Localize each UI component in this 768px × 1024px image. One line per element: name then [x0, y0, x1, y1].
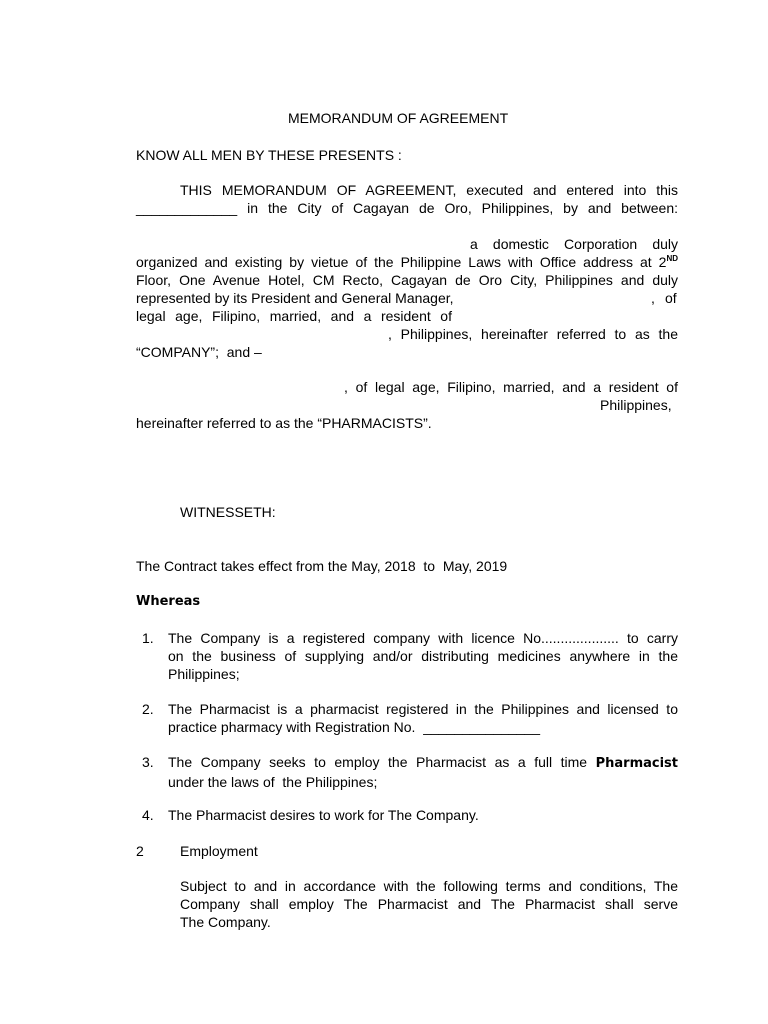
item-4-line-1: The Pharmacist desires to work for The Company.: [168, 807, 479, 823]
document-title: MEMORANDUM OF AGREEMENT: [288, 110, 509, 126]
item-3-text: [168, 753, 678, 791]
item-2-line-1: The Pharmacist is a pharmacist registered in the Philippines and licensed to: [168, 701, 678, 717]
item-2-number: 2.: [142, 701, 154, 717]
floor-superscript: ND: [666, 254, 678, 263]
company-line-3: Floor, One Avenue Hotel, CM Recto, Cagayan de Oro City, Philippines and duly: [136, 272, 678, 288]
company-line-6: , Philippines, hereinafter referred to as the: [388, 326, 678, 342]
item-3-number: 3.: [142, 754, 154, 770]
contract-effect-text: The Contract takes effect from the May, 2018 to May, 2019: [136, 558, 508, 574]
intro-lead-text: THIS MEMORANDUM OF AGREEMENT,: [180, 182, 457, 198]
company-line-1: a domestic Corporation duly: [470, 236, 678, 252]
item-1-number: 1.: [142, 630, 154, 646]
item-2-line-2: practice pharmacy with Registration No. _______________: [168, 719, 541, 735]
section-2-line-2: Company shall employ The Pharmacist and The Pharmacist shall serve: [180, 896, 678, 912]
company-line-2: [136, 253, 678, 271]
item-1-text: [168, 629, 678, 683]
item-1-line-2: on the business of supplying and/or distributing medicines anywhere in the: [168, 648, 678, 664]
section-2-heading: Employment: [180, 843, 258, 859]
section-2-number: 2: [136, 843, 144, 859]
section-2-paragraph: [180, 877, 678, 931]
item-1-line-1: The Company is a registered company with licence No.................... to carry: [168, 630, 678, 646]
witnesseth-heading: WITNESSETH:: [180, 504, 276, 520]
item-4-number: 4.: [142, 807, 154, 823]
section-2-line-1: Subject to and in accordance with the following terms and conditions, The: [180, 878, 678, 894]
know-all-heading: KNOW ALL MEN BY THESE PRESENTS :: [136, 147, 402, 163]
item-4-text: [168, 806, 678, 824]
item-3-text-plain: The Company seeks to employ the Pharmacist as a full time: [168, 754, 588, 770]
pharm-line-3: hereinafter referred to as the “PHARMACISTS”.: [136, 415, 432, 431]
company-line-4b: ,: [651, 290, 655, 306]
intro-line-2: _____________ in the City of Cagayan de Oro, Philippines, by and between:: [136, 200, 678, 216]
item-3-line-2: under the laws of the Philippines;: [168, 774, 378, 790]
item-2-text: [168, 700, 678, 736]
section-2-line-3: The Company.: [180, 914, 271, 930]
intro-rest-text: executed and entered into this: [466, 182, 679, 198]
company-line-4c: of: [665, 290, 677, 306]
pharm-line-2: Philippines,: [600, 397, 672, 413]
company-line-5: legal age, Filipino, married, and a resident of: [136, 308, 452, 324]
company-line-7: “COMPANY”; and –: [136, 344, 262, 360]
pharm-line-1: , of legal age, Filipino, married, and a resident of: [344, 379, 678, 395]
item-3-line-1: [168, 753, 678, 773]
company-line-4a: represented by its President and General Manager,: [136, 290, 454, 306]
company-address-text: organized and existing by vietue of the Philippine Laws with Office address at 2: [136, 254, 667, 270]
item-1-line-3: Philippines;: [168, 666, 240, 682]
item-3-text-bold: Pharmacist: [595, 756, 679, 771]
whereas-heading: Whereas: [136, 594, 201, 609]
intro-line-1: [180, 181, 678, 199]
